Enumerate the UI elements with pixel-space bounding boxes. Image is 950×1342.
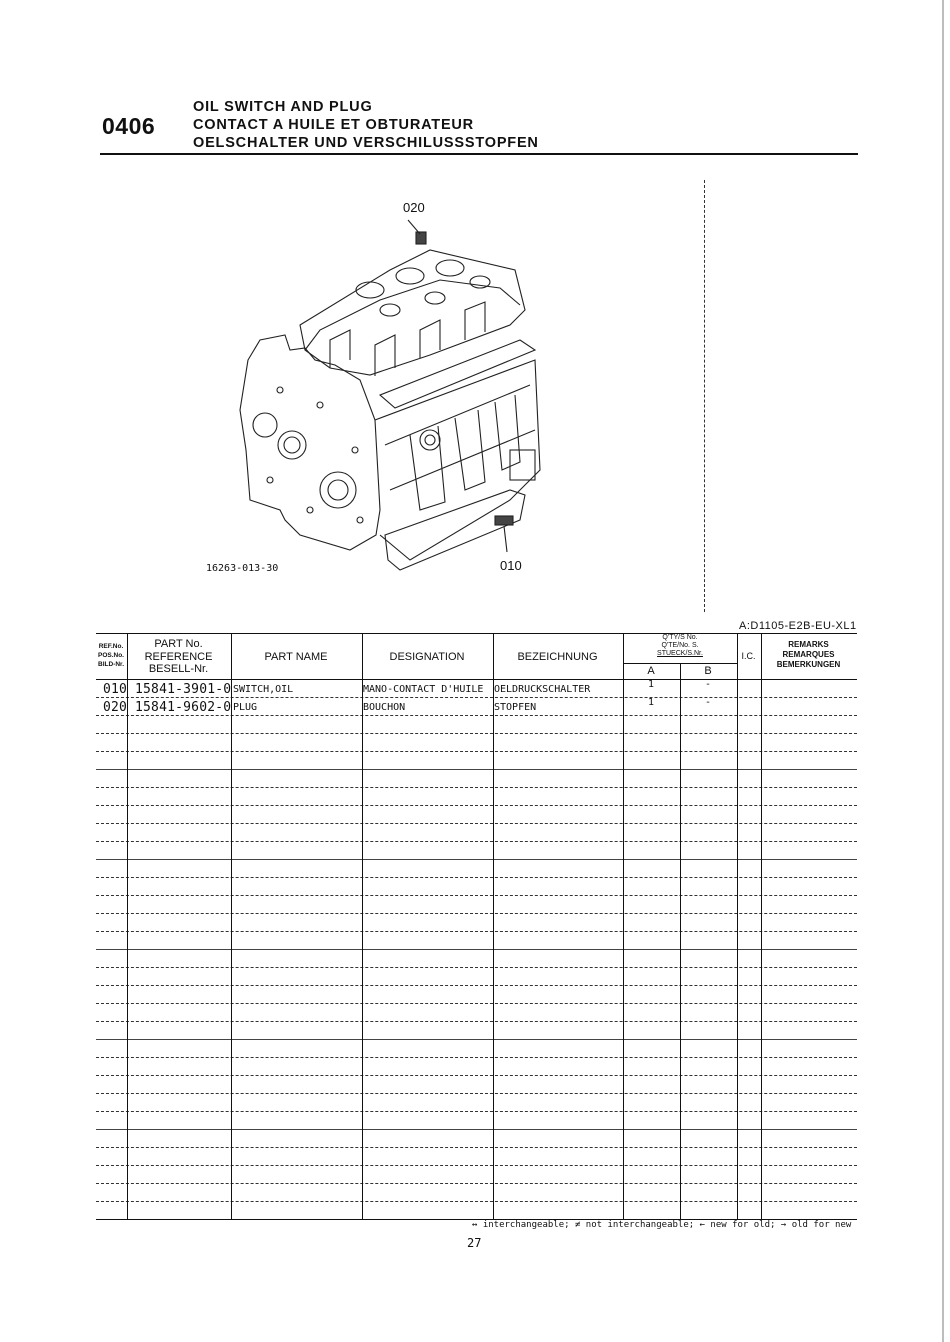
- table-rule: [231, 633, 232, 1219]
- header-part-name: PART NAME: [264, 651, 328, 663]
- row-part-no: 15841-3901-0: [135, 682, 232, 697]
- figure-number: 16263-013-30: [206, 563, 279, 574]
- header-ref-no: REF.No. POS.No. BILD-Nr.: [97, 643, 124, 668]
- model-code: A:D1105-E2B-EU-XL1: [739, 620, 857, 632]
- table-rule: [493, 633, 494, 1219]
- row-part-name: SWITCH,OIL: [233, 684, 294, 695]
- row-qty-a: 1: [648, 697, 655, 708]
- table-rule: [96, 913, 857, 914]
- row-ref-no: 020: [103, 700, 128, 715]
- row-qty-b: -: [705, 679, 712, 690]
- row-designation: MANO-CONTACT D'HUILE: [363, 684, 484, 695]
- title-rule: [100, 153, 858, 155]
- table-rule: [96, 1183, 857, 1184]
- table-rule: [96, 787, 857, 788]
- header-quantity: Q'TY/S No. Q'TE/No. S. STUECK/S.Nr.: [657, 634, 703, 657]
- table-rule: [96, 895, 857, 896]
- table-rule: [96, 1039, 857, 1040]
- table-rule: [96, 805, 857, 806]
- row-bezeichnung: OELDRUCKSCHALTER: [494, 684, 591, 695]
- table-rule: [96, 1129, 857, 1130]
- header-ic: I.C.: [741, 651, 756, 661]
- table-rule: [96, 1075, 857, 1076]
- table-rule: [96, 931, 857, 932]
- table-rule: [96, 985, 857, 986]
- header-designation: DESIGNATION: [389, 651, 465, 663]
- table-rule: [96, 769, 857, 770]
- table-rule: [96, 1201, 857, 1202]
- table-rule: [96, 633, 857, 634]
- callout-020: 020: [403, 200, 425, 215]
- callout-010: 010: [500, 558, 522, 573]
- table-rule: [761, 633, 762, 1219]
- row-qty-a: 1: [648, 679, 655, 690]
- header-bezeichnung: BEZEICHNUNG: [517, 651, 598, 663]
- row-designation: BOUCHON: [363, 702, 406, 713]
- table-rule: [362, 633, 363, 1219]
- table-rule: [96, 841, 857, 842]
- table-rule: [737, 633, 738, 1219]
- table-rule: [96, 823, 857, 824]
- table-rule: [96, 1021, 857, 1022]
- page-number: 27: [467, 1236, 482, 1250]
- scan-edge: [942, 0, 944, 1342]
- table-rule: [96, 715, 857, 716]
- table-rule: [96, 751, 857, 752]
- table-rule: [96, 733, 857, 734]
- table-rule: [96, 697, 857, 698]
- header-part-no: PART No. REFERENCE BESELL-Nr.: [144, 638, 213, 675]
- engine-block-icon: [180, 190, 550, 590]
- row-part-name: PLUG: [233, 702, 258, 713]
- table-rule: [96, 877, 857, 878]
- table-rule: [96, 949, 857, 950]
- table-rule: [96, 967, 857, 968]
- table-rule: [96, 1111, 857, 1112]
- row-ref-no: 010: [103, 682, 128, 697]
- section-title: [193, 98, 539, 152]
- table-rule: [96, 1165, 857, 1166]
- table-rule: [96, 1003, 857, 1004]
- table-rule: [127, 633, 128, 1219]
- row-bezeichnung: STOPFEN: [494, 702, 537, 713]
- title-english: OIL SWITCH AND PLUG: [193, 99, 373, 115]
- table-rule: [96, 679, 857, 680]
- table-rule: [96, 1147, 857, 1148]
- title-german: OELSCHALTER UND VERSCHILUSSSTOPFEN: [193, 135, 539, 151]
- table-rule: [680, 663, 681, 1219]
- row-part-no: 15841-9602-0: [135, 700, 232, 715]
- table-rule: [96, 1057, 857, 1058]
- table-rule: [96, 859, 857, 860]
- illustration-divider: [704, 180, 705, 612]
- header-qty-b: B: [704, 665, 712, 677]
- section-code: 0406: [102, 113, 156, 139]
- table-rule: [623, 633, 624, 1219]
- header-qty-a: A: [647, 665, 655, 677]
- interchangeability-legend: ↔ interchangeable; ≠ not interchangeable; ← new for old; → old for new: [472, 1220, 852, 1230]
- row-qty-b: -: [705, 697, 712, 708]
- title-french: CONTACT A HUILE ET OBTURATEUR: [193, 117, 474, 133]
- header-remarks: REMARKS REMARQUES BEMERKUNGEN: [776, 640, 841, 669]
- table-rule: [96, 1093, 857, 1094]
